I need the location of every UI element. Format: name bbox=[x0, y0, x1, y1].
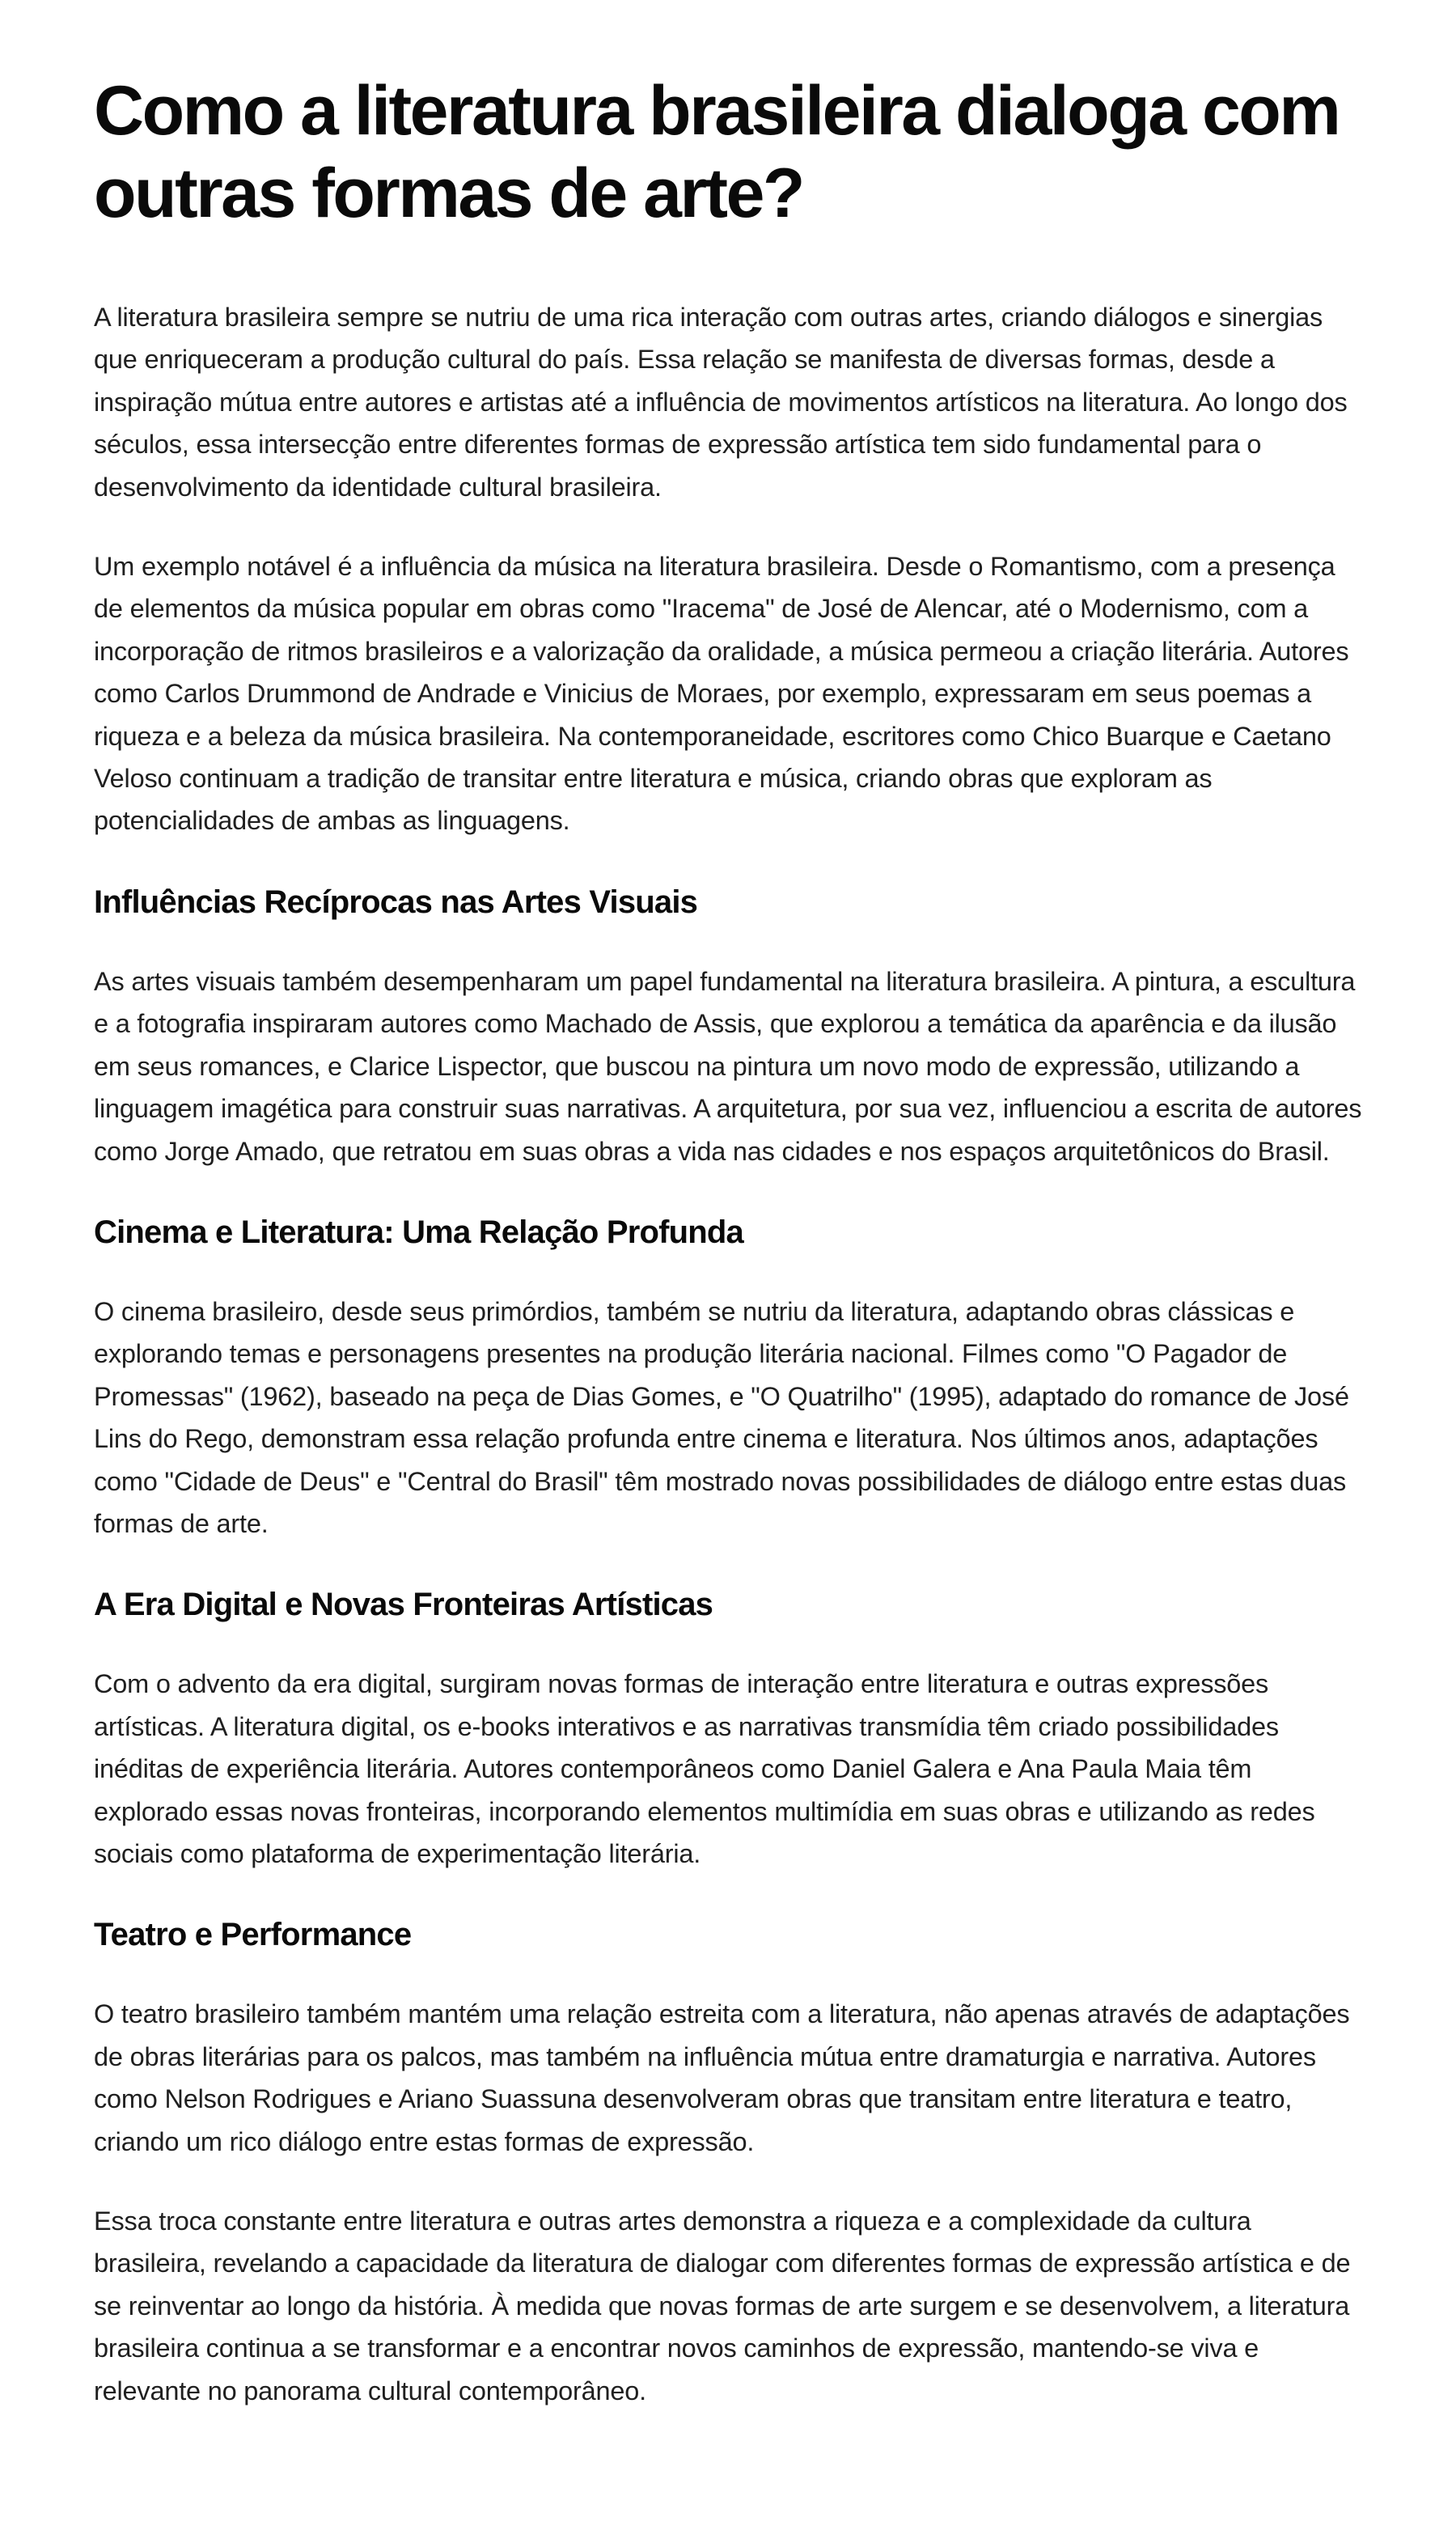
intro-paragraph-2: Um exemplo notável é a influência da música na literatura brasileira. Desde o Romantismo, com a presença de elementos da música popular em obras como "Iracema" de José de Alencar, até o Modernismo, com a incorporação de ritmos brasileiros e a valorização da oralidade, a música permeou a criação literária. Autores como Carlos Drummond de Andrade e Vinicius de Moraes, por exemplo, expressaram em seus poemas a riqueza e a beleza da música brasileira. Na contemporaneidade, escritores como Chico Buarque e Caetano Veloso continuam a tradição de transitar entre literatura e música, criando obras que exploram as potencialidades de ambas as linguagens. bbox=[94, 552, 1349, 836]
section-heading: Cinema e Literatura: Uma Relação Profunda bbox=[94, 1214, 743, 1250]
section-paragraph: As artes visuais também desempenharam um papel fundamental na literatura brasileira. A pintura, a escultura e a fotografia inspiraram autores como Machado de Assis, que explorou a temática da aparência e da ilusão em seus romances, e Clarice Lispector, que buscou na pintura um novo modo de expressão, utilizando a linguagem imagética para construir suas narrativas. A arquitetura, por sua vez, influenciou a escrita de autores como Jorge Amado, que retratou em suas obras a vida nas cidades e nos espaços arquitetônicos do Brasil. bbox=[94, 966, 1362, 1166]
section-cinema bbox=[94, 1210, 1362, 1545]
section-paragraph: O cinema brasileiro, desde seus primórdios, também se nutriu da literatura, adaptando obras clássicas e explorando temas e personagens presentes na produção literária nacional. Filmes como "O Pagador de Promessas" (1962), baseado na peça de Dias Gomes, e "O Quatrilho" (1995), adaptado do romance de José Lins do Rego, demonstram essa relação profunda entre cinema e literatura. Nos últimos anos, adaptações como "Cidade de Deus" e "Central do Brasil" têm mostrado novas possibilidades de diálogo entre estas duas formas de arte. bbox=[94, 1296, 1349, 1538]
conclusion-paragraph: Essa troca constante entre literatura e outras artes demonstra a riqueza e a complexidade da cultura brasileira, revelando a capacidade da literatura de dialogar com diferentes formas de expressão artística e de se reinventar ao longo da história. À medida que novas formas de arte surgem e se desenvolvem, a literatura brasileira continua a se transformar e a encontrar novos caminhos de expressão, mantendo-se viva e relevante no panorama cultural contemporâneo. bbox=[94, 2206, 1351, 2405]
section-heading: A Era Digital e Novas Fronteiras Artísticas bbox=[94, 1587, 713, 1623]
section-heading: Influências Recíprocas nas Artes Visuais bbox=[94, 884, 698, 920]
intro-paragraph-1: A literatura brasileira sempre se nutriu de uma rica interação com outras artes, criando diálogos e sinergias que enriqueceram a produção cultural do país. Essa relação se manifesta de diversas formas, desde a inspiração mútua entre autores e artistas até a influência de movimentos artísticos na literatura. Ao longo dos séculos, essa intersecção entre diferentes formas de expressão artística tem sido fundamental para o desenvolvimento da identidade cultural brasileira. bbox=[94, 303, 1348, 502]
section-paragraph: Com o advento da era digital, surgiram novas formas de interação entre literatura e outras expressões artísticas. A literatura digital, os e-books interativos e as narrativas transmídia têm criado possibilidades inéditas de experiência literária. Autores contemporâneos como Daniel Galera e Ana Paula Maia têm explorado essas novas fronteiras, incorporando elementos multimídia em suas obras e utilizando as redes sociais como plataforma de experimentação literária. bbox=[94, 1669, 1315, 1868]
page-title: Como a literatura brasileira dialoga com outras formas de arte? bbox=[94, 72, 1340, 232]
section-heading: Teatro e Performance bbox=[94, 1917, 412, 1953]
section-digital-era bbox=[94, 1582, 1362, 1875]
section-paragraph: O teatro brasileiro também mantém uma relação estreita com a literatura, não apenas através de adaptações de obras literárias para os palcos, mas também na influência mútua entre dramaturgia e narrativa. Autores como Nelson Rodrigues e Ariano Suassuna desenvolveram obras que transitam entre literatura e teatro, criando um rico diálogo entre estas formas de expressão. bbox=[94, 1999, 1350, 2156]
section-theater bbox=[94, 1912, 1362, 2412]
section-visual-arts bbox=[94, 880, 1362, 1172]
